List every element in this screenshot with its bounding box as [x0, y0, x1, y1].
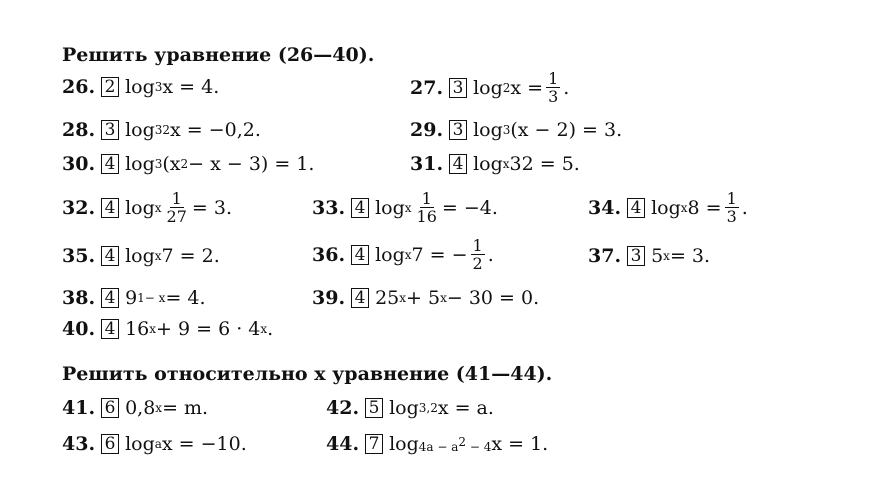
equation: log x $\frac{1}{27}$ = 3.	[125, 189, 232, 226]
problem-41	[62, 397, 208, 419]
problem-38	[62, 287, 206, 309]
equation: 25 x + 5 x − 30 = 0.	[375, 287, 540, 309]
problem-number: 27.	[410, 76, 444, 99]
problem-40	[62, 318, 273, 340]
difficulty-box: 4	[351, 245, 369, 265]
problem-29	[410, 119, 622, 141]
equation: log 3 (x 2 − x − 3) = 1.	[125, 153, 315, 175]
heading-26-40: Решить уравнение (26—40).	[62, 44, 375, 66]
problem-number: 39.	[312, 287, 346, 309]
problem-35	[62, 245, 220, 267]
problem-number: 29.	[410, 119, 444, 141]
equation: 0,8 x = m.	[125, 397, 209, 419]
problem-34	[588, 190, 748, 225]
problem-number: 40.	[62, 318, 96, 340]
problem-42	[326, 397, 494, 419]
heading-41-44: Решить относительно x уравнение (41—44).	[62, 363, 553, 385]
equation: log x $\frac{1}{16}$ = −4.	[375, 189, 498, 226]
difficulty-box: 4	[351, 198, 369, 218]
equation: log 2 x = $\frac{1}{3}$ .	[473, 69, 570, 106]
problem-number: 42.	[326, 397, 360, 419]
difficulty-box: 3	[627, 246, 645, 266]
difficulty-box: 4	[449, 154, 467, 174]
problem-30	[62, 153, 314, 175]
problem-number: 38.	[62, 287, 96, 309]
difficulty-box: 6	[101, 398, 119, 418]
problem-number: 33.	[312, 196, 346, 219]
equation: log x 7 = 2.	[125, 245, 220, 267]
equation: log $4a - a^2 - 4$ x = 1.	[389, 433, 549, 455]
equation: log 32 x = −0,2.	[125, 119, 261, 141]
problem-31	[410, 153, 580, 175]
equation: 9 1− x = 4.	[125, 287, 206, 309]
difficulty-box: 4	[627, 198, 645, 218]
difficulty-box: 4	[101, 246, 119, 266]
difficulty-box: 3	[449, 78, 467, 98]
equation: log x 8 = $\frac{1}{3}$ .	[651, 189, 748, 226]
equation: log x 7 = − $\frac{1}{2}$ .	[375, 236, 494, 273]
problem-number: 26.	[62, 76, 96, 98]
problem-32	[62, 190, 232, 225]
problem-43	[62, 433, 247, 455]
equation: log 3 (x − 2) = 3.	[473, 119, 623, 141]
difficulty-box: 4	[101, 154, 119, 174]
difficulty-box: 7	[365, 434, 383, 454]
problem-44	[326, 433, 548, 455]
difficulty-box: 3	[101, 120, 119, 140]
difficulty-box: 4	[101, 288, 119, 308]
problem-28	[62, 119, 261, 141]
difficulty-box: 4	[101, 198, 119, 218]
problem-number: 41.	[62, 397, 96, 419]
problem-number: 44.	[326, 433, 360, 455]
problem-number: 31.	[410, 153, 444, 175]
problem-number: 34.	[588, 196, 622, 219]
equation: log x 32 = 5.	[473, 153, 580, 175]
equation: log a x = −10.	[125, 433, 247, 455]
difficulty-box: 4	[101, 319, 119, 339]
problem-37	[588, 245, 710, 267]
problem-number: 36.	[312, 243, 346, 266]
difficulty-box: 4	[351, 288, 369, 308]
difficulty-box: 3	[449, 120, 467, 140]
problem-number: 43.	[62, 433, 96, 455]
problem-number: 28.	[62, 119, 96, 141]
problem-27	[410, 70, 569, 105]
equation: log 3 x = 4.	[125, 76, 220, 98]
problem-number: 30.	[62, 153, 96, 175]
problem-33	[312, 190, 498, 225]
problem-26	[62, 76, 219, 98]
problem-39	[312, 287, 539, 309]
problem-36	[312, 237, 494, 272]
difficulty-box: 6	[101, 434, 119, 454]
equation: 16 x + 9 = 6 · 4 x .	[125, 318, 274, 340]
problem-number: 37.	[588, 245, 622, 267]
equation: 5 x = 3.	[651, 245, 711, 267]
problem-number: 35.	[62, 245, 96, 267]
problem-number: 32.	[62, 196, 96, 219]
equation: log 3,2 x = a.	[389, 397, 494, 419]
difficulty-box: 5	[365, 398, 383, 418]
difficulty-box: 2	[101, 77, 119, 97]
